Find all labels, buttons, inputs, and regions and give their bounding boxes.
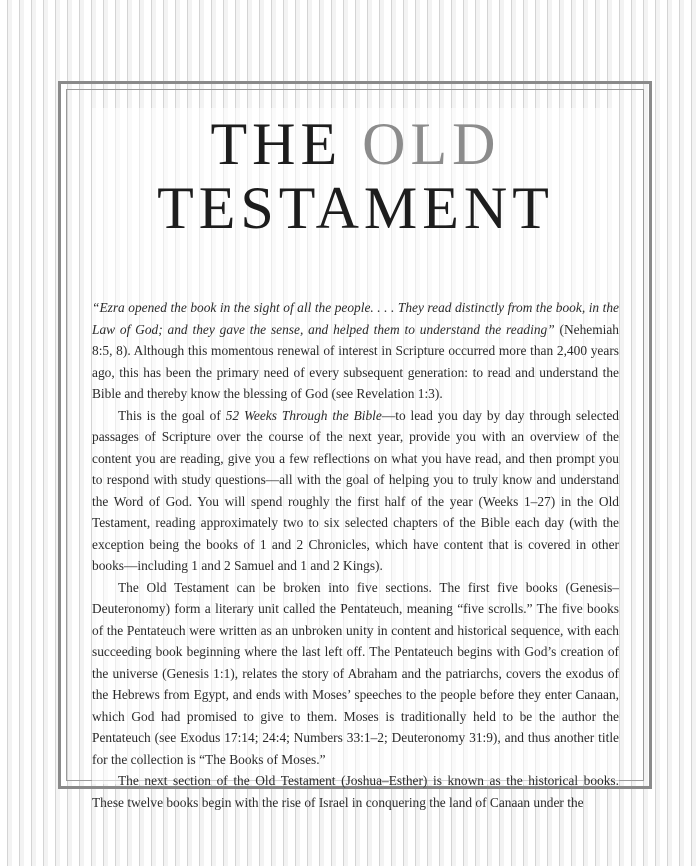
chapter-title [92,112,619,240]
page-content [92,108,620,810]
title-word-old: OLD [362,111,501,177]
title-word-testament: TESTAMENT [157,175,554,241]
paragraph-1 [92,297,619,405]
title-word-the: THE [210,111,363,177]
paragraph-4: The next section of the Old Testament (Joshua–Esther) is known as the historical books. These twelve books begin with the rise of Israel in conquering the land of Canaan under the [92,773,619,810]
book-title: 52 Weeks Through the Bible [225,407,382,423]
paragraph-1-text: (Nehemiah 8:5, 8). Although this momentous renewal of interest in Scripture occurred more than 2,400 years ago, this has been the primary need of every subsequent generation: to read and understand the Bible and thereby know the blessing of God (see Revelation 1:3). [92,321,620,401]
nehemiah-quote: “Ezra opened the book in the sight of all the people. . . . They read distinctly from the book, in the Law of God; and they gave the sense, and helped them to understand the reading” [92,300,619,337]
paragraph-2 [92,405,619,577]
paragraph-3: The Old Testament can be broken into five sections. The first five books (Genesis–Deuteronomy) form a literary unit called the Pentateuch, meaning “five scrolls.” The five books of the Pentateuch were written as an unbroken unity in content and historical sequence, with each succeeding book beginning where the last left off. The Pentateuch begins with God’s creation of the universe (Genesis 1:1), relates the story of Abraham and the patriarchs, covers the exodus of the Hebrews from Egypt, and ends with Moses’ speeches to the people before they enter Canaan, which God had promised to give to them. Moses is traditionally held to be the author the Pentateuch (see Exodus 17:14; 24:4; Numbers 33:1–2; Deuteronomy 31:9), and thus another title for the collection is “The Books of Moses.” [92,579,619,767]
paragraph-2-after: —to lead you day by day through selected passages of Scripture over the course of the next year, provide you with an overview of the content you are reading, give you a few reflections on what you have read, and then prompt you to respond with study questions—all with the goal of helping you to truly know and understand the Word of God. You will spend roughly the first half of the year (Weeks 1–27) in the Old Testament, reading approximately two to six selected chapters of the Bible each day (with the exception being the books of 1 and 2 Chronicles, which have content that is covered in other books—including 1 and 2 Samuel and 1 and 2 Kings). [92,407,619,573]
body-text [92,297,619,813]
paragraph-2-before: This is the goal of [118,407,226,423]
